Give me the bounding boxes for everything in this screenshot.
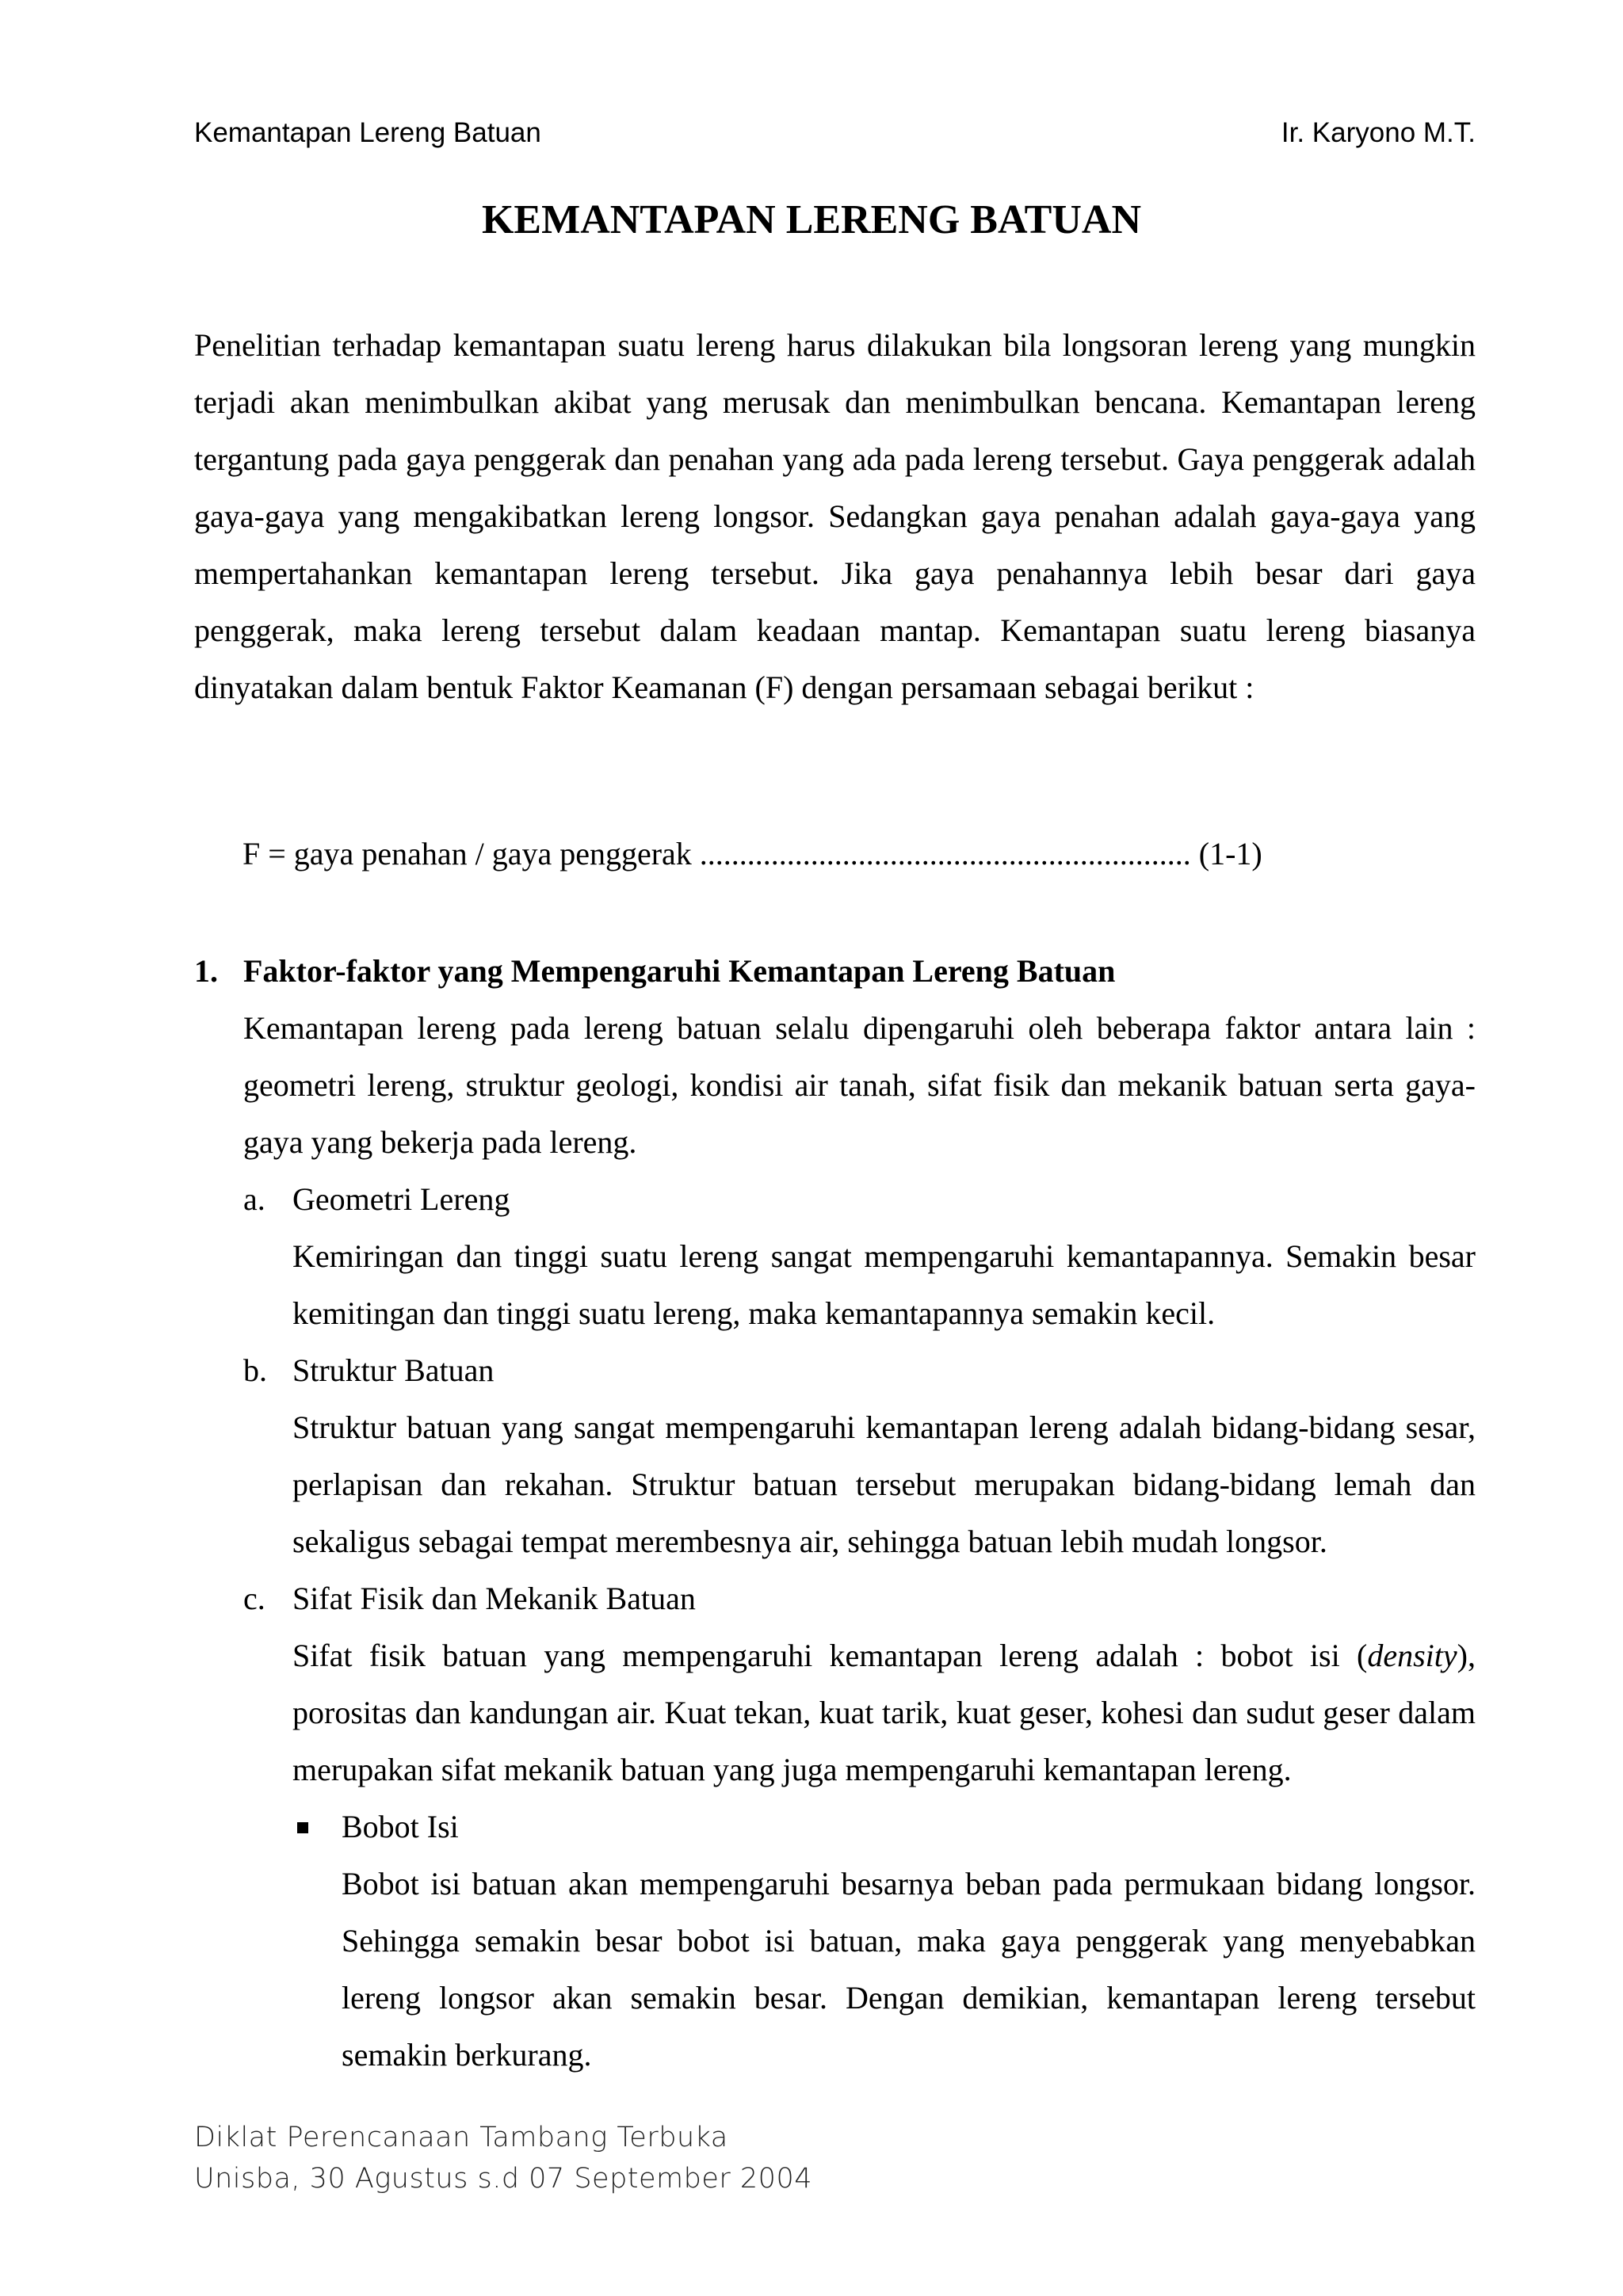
page-footer — [194, 2117, 812, 2199]
subsection-title: Sifat Fisik dan Mekanik Batuan — [292, 1581, 696, 1616]
equation — [242, 826, 1352, 883]
bullet-item-heading — [292, 1798, 1476, 1855]
subsection-b-paragraph: Struktur batuan yang sangat mempengaruhi kemantapan lereng adalah bidang-bidang sesar, perlapisan dan rekahan. Struktur batuan tersebut merupakan bidang-bidang lemah dan sekaligus sebagai tempat merembesnya air, sehingga batuan lebih mudah longsor. — [292, 1409, 1476, 1559]
header-document-title: Kemantapan Lereng Batuan — [194, 117, 541, 148]
subsection-letter: c. — [243, 1581, 265, 1616]
equation-text: F = gaya penahan / gaya penggerak — [242, 836, 700, 871]
bullet-item-paragraph: Bobot isi batuan akan mempengaruhi besarnya beban pada permukaan bidang longsor. Sehingga semakin besar bobot isi batuan, maka gaya penggerak yang menyebabkan lereng longsor akan semakin besar. Dengan demikian, kemantapan lereng tersebut semakin berkurang. — [342, 1866, 1476, 2073]
subsection-title: Struktur Batuan — [292, 1352, 495, 1388]
footer-line-1: Diklat Perencanaan Tambang Terbuka — [194, 2122, 728, 2153]
subsection-letter: b. — [243, 1352, 267, 1388]
page-title: KEMANTAPAN LERENG BATUAN — [481, 197, 1142, 242]
subsection-letter: a. — [243, 1181, 265, 1217]
footer-line-2: Unisba, 30 Agustus s.d 07 September 2004 — [194, 2163, 812, 2195]
paragraph-text: ), porositas dan kandungan air. Kuat tekan, kuat tarik, kuat geser, kohesi dan sudut geser dalam merupakan sifat mekanik batuan yang juga mempengaruhi kemantapan lereng. — [292, 1638, 1476, 1787]
italic-term: density — [1367, 1638, 1457, 1673]
subsection-c-paragraph — [292, 1627, 1476, 1798]
running-header — [194, 117, 1476, 157]
section-intro-paragraph: Kemantapan lereng pada lereng batuan selalu dipengaruhi oleh beberapa faktor antara lain : geometri lereng, struktur geologi, kondisi air tanah, sifat fisik dan mekanik batuan serta gaya-gaya yang bekerja pada lereng. — [243, 1010, 1476, 1160]
section-title: Faktor-faktor yang Mempengaruhi Kemantapan Lereng Batuan — [243, 953, 1116, 989]
subsection-c-heading — [243, 1570, 1476, 1627]
subsection-title: Geometri Lereng — [292, 1181, 510, 1217]
bullet-item-title: Bobot Isi — [342, 1809, 459, 1844]
header-author: Ir. Karyono M.T. — [1281, 117, 1476, 148]
equation-number: (1-1) — [1190, 836, 1262, 871]
subsection-b-heading — [243, 1342, 1476, 1399]
intro-paragraph: Penelitian terhadap kemantapan suatu lereng harus dilakukan bila longsoran lereng yang mungkin terjadi akan menimbulkan akibat yang merusak dan menimbulkan bencana. Kemantapan lereng tergantung pada gaya penggerak dan penahan yang ada pada lereng tersebut. Gaya penggerak adalah gaya-gaya yang mengakibatkan lereng longsor. Sedangkan gaya penahan adalah gaya-gaya yang mempertahankan kemantapan lereng tersebut. Jika gaya penahannya lebih besar dari gaya penggerak, maka lereng tersebut dalam keadaan mantap. Kemantapan suatu lereng biasanya dinyatakan dalam bentuk Faktor Keamanan (F) dengan persamaan sebagai berikut : — [194, 327, 1476, 705]
section-number: 1. — [194, 953, 218, 989]
paragraph-text: Sifat fisik batuan yang mempengaruhi kemantapan lereng adalah : bobot isi ( — [292, 1638, 1368, 1673]
square-bullet-icon — [297, 1822, 308, 1833]
subsection-a-paragraph: Kemiringan dan tinggi suatu lereng sangat mempengaruhi kemantapannya. Semakin besar kemitingan dan tinggi suatu lereng, maka kemantapannya semakin kecil. — [292, 1238, 1476, 1331]
section-heading — [194, 943, 1476, 1000]
subsection-a-heading — [243, 1171, 1476, 1228]
equation-leader-dots: .............................................................. — [699, 836, 1191, 871]
